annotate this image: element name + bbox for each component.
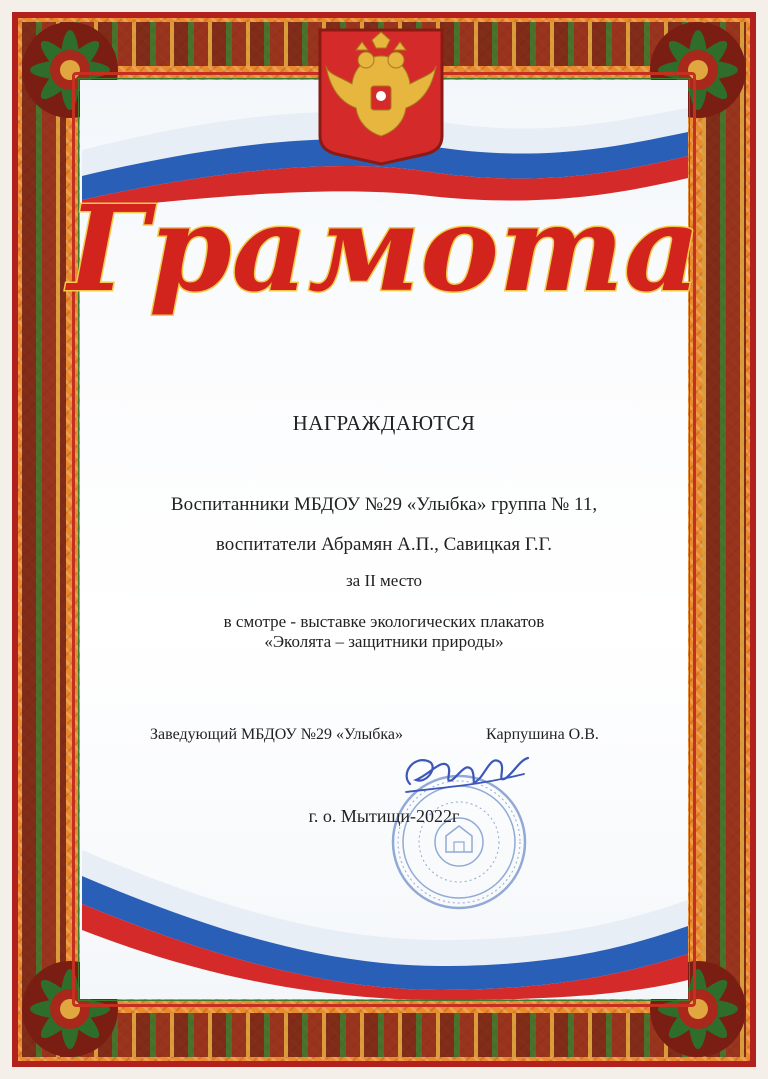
svg-text:Грамота: Грамота: [67, 179, 701, 318]
place-line: за II место: [345, 571, 423, 590]
recipients-line: Воспитанники МБДОУ №29 «Улыбка» группа № 11,: [170, 494, 598, 515]
contest-line: в смотре - выставке экологических плакатов: [223, 612, 545, 631]
teachers-line: воспитатели Абрамян А.П., Савицкая Г.Г.: [215, 534, 553, 555]
certificate-title: [67, 160, 701, 350]
handwritten-signature: [396, 744, 536, 804]
signatory-name: Карпушина О.В.: [486, 726, 599, 743]
russian-coat-of-arms-icon: [316, 26, 446, 166]
signature-row: [0, 726, 768, 750]
award-heading: НАГРАЖДАЮТСЯ: [292, 411, 476, 435]
city-date: г. о. Мытищи-2022г: [308, 806, 460, 826]
contest-name: «Эколята – защитники природы»: [264, 632, 504, 651]
signatory-role: Заведующий МБДОУ №29 «Улыбка»: [150, 726, 404, 743]
